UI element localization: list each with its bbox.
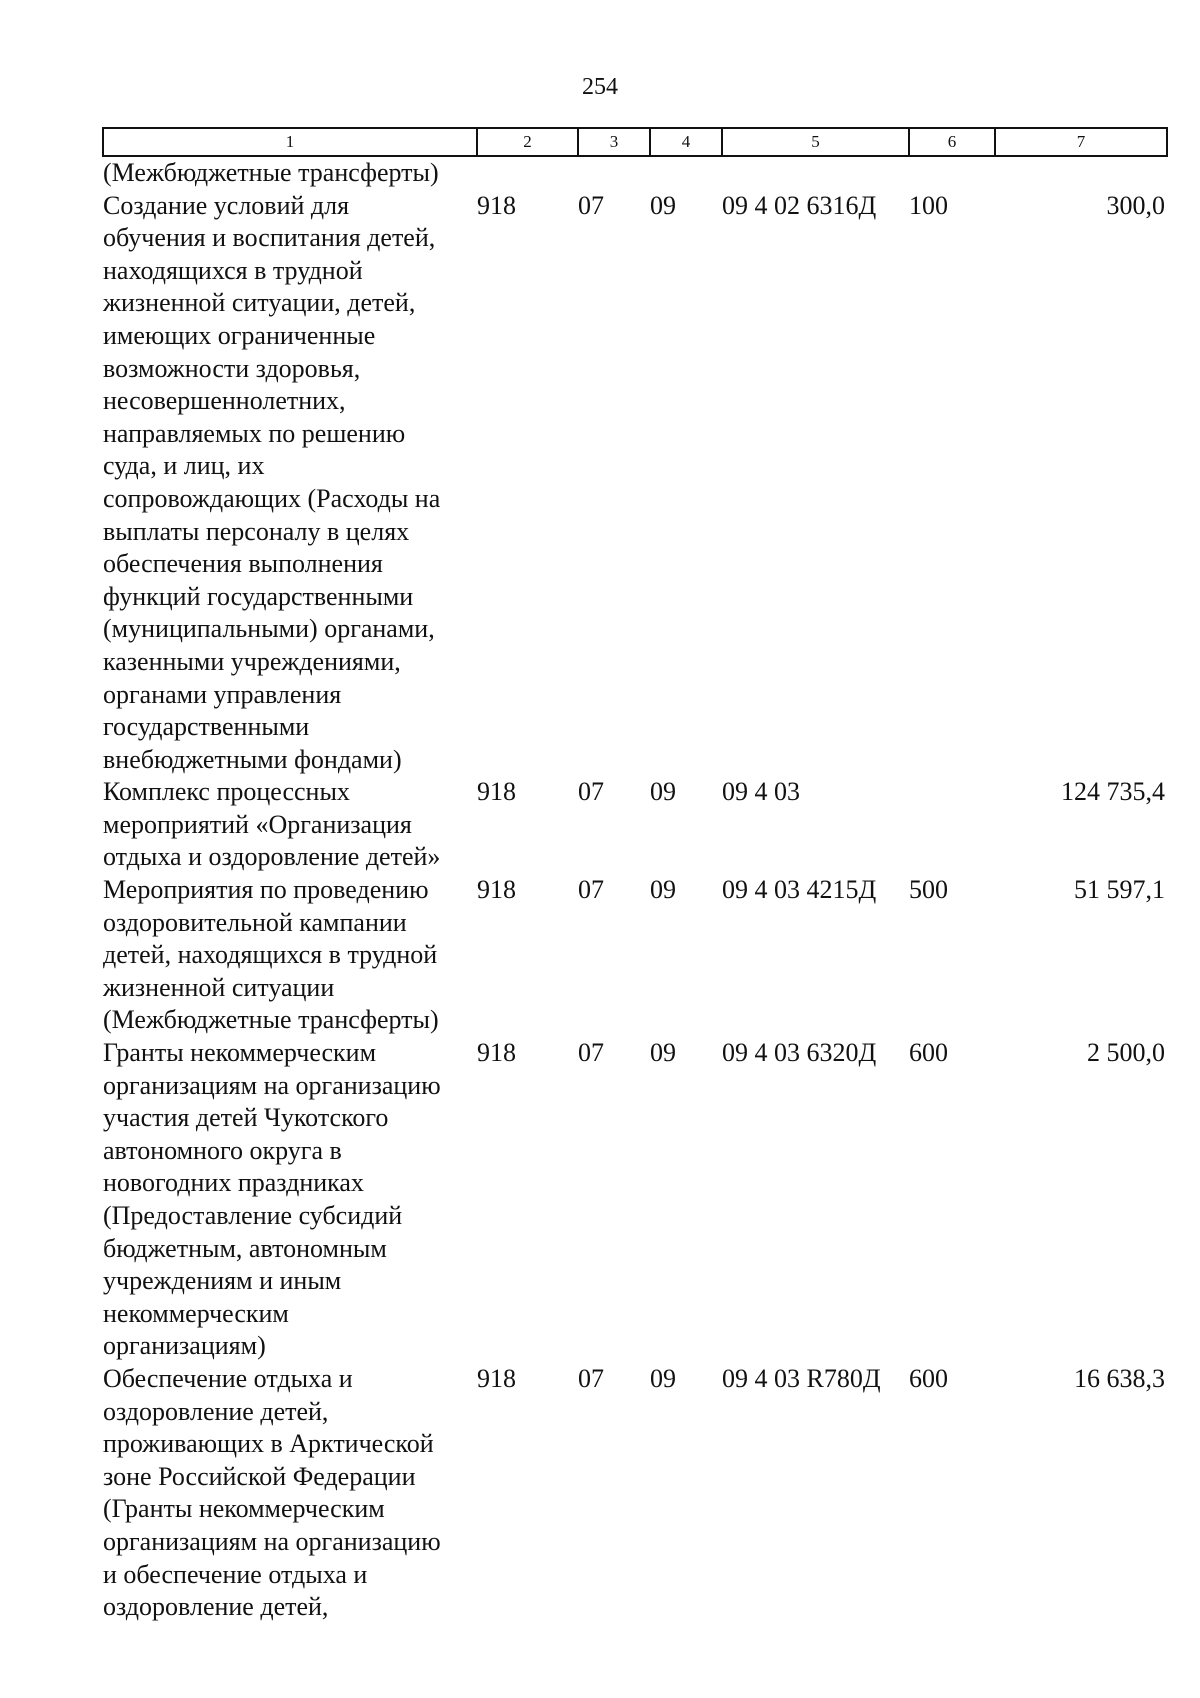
row-expense-type: 500 [909, 875, 948, 905]
row-ministry-code [477, 156, 578, 190]
row-target-article: 09 4 03 R780Д [722, 1363, 881, 1393]
table-body [103, 156, 1167, 1624]
row-amount: 51 597,1 [1074, 875, 1165, 905]
row-amount: 124 735,4 [1061, 777, 1165, 807]
row-amount: 300,0 [1106, 190, 1165, 220]
row-amount [995, 156, 1167, 190]
row-section: 07 [578, 1038, 604, 1068]
row-section: 07 [578, 190, 604, 220]
row-amount: 16 638,3 [1074, 1363, 1165, 1393]
row-amount: 2 500,0 [1087, 1038, 1165, 1068]
table-row [103, 1363, 1167, 1624]
row-name: Комплекс процессных мероприятий «Организация отдыха и оздоровление детей» [103, 777, 441, 872]
row-name: Гранты некоммерческим организациям на организацию участия детей Чукотского автономного округа в новогодних праздниках (Предоставление субсидий бюджетным, автономным учреждениям и иным некоммерческим организациям) [103, 1038, 441, 1361]
budget-table [102, 127, 1168, 1624]
table-header [103, 128, 1167, 156]
table-row [103, 1037, 1167, 1363]
row-expense-type [909, 776, 995, 874]
row-subsection: 09 [650, 1363, 676, 1393]
row-expense-type: 100 [909, 190, 948, 220]
column-header-6: 6 [909, 128, 995, 156]
table-row [103, 156, 1167, 190]
row-section: 07 [578, 777, 604, 807]
column-header-5: 5 [722, 128, 909, 156]
row-subsection [650, 156, 722, 190]
row-section: 07 [578, 1363, 604, 1393]
row-section: 07 [578, 875, 604, 905]
column-header-2: 2 [477, 128, 578, 156]
row-target-article: 09 4 02 6316Д [722, 190, 877, 220]
header-row [103, 128, 1167, 156]
table-row [103, 874, 1167, 1037]
row-name: Мероприятия по проведению оздоровительной кампании детей, находящихся в трудной жизненной ситуации (Межбюджетные трансферты) [103, 875, 439, 1035]
row-ministry-code: 918 [477, 777, 516, 807]
row-subsection: 09 [650, 777, 676, 807]
row-target-article [722, 156, 909, 190]
table-row [103, 190, 1167, 777]
row-ministry-code: 918 [477, 190, 516, 220]
row-section [578, 156, 650, 190]
table-row [103, 776, 1167, 874]
row-target-article: 09 4 03 6320Д [722, 1038, 877, 1068]
page-number: 254 [582, 74, 618, 100]
row-target-article: 09 4 03 4215Д [722, 875, 877, 905]
row-target-article: 09 4 03 [722, 777, 800, 807]
row-subsection: 09 [650, 1038, 676, 1068]
row-ministry-code: 918 [477, 875, 516, 905]
row-name: Обеспечение отдыха и оздоровление детей, проживающих в Арктической зоне Российской Федерации (Гранты некоммерческим организациям на организацию и обеспечение отдыха и оздоровление детей, [103, 1363, 441, 1622]
column-header-4: 4 [650, 128, 722, 156]
row-ministry-code: 918 [477, 1038, 516, 1068]
row-subsection: 09 [650, 190, 676, 220]
column-header-1: 1 [103, 128, 477, 156]
row-expense-type: 600 [909, 1038, 948, 1068]
column-header-7: 7 [995, 128, 1167, 156]
row-name: (Межбюджетные трансферты) [103, 158, 439, 187]
row-name: Создание условий для обучения и воспитания детей, находящихся в трудной жизненной ситуации, детей, имеющих ограниченные возможности здоровья, несовершеннолетних, направляемых по решению суда, и лиц, их сопровождающих (Расходы на выплаты персоналу в целях обеспечения выполнения функций государственными (муниципальными) органами, казенными учреждениями, органами управления государственными внебюджетными фондами) [103, 190, 441, 774]
column-header-3: 3 [578, 128, 650, 156]
row-expense-type [909, 156, 995, 190]
row-ministry-code: 918 [477, 1363, 516, 1393]
row-expense-type: 600 [909, 1363, 948, 1393]
row-subsection: 09 [650, 875, 676, 905]
